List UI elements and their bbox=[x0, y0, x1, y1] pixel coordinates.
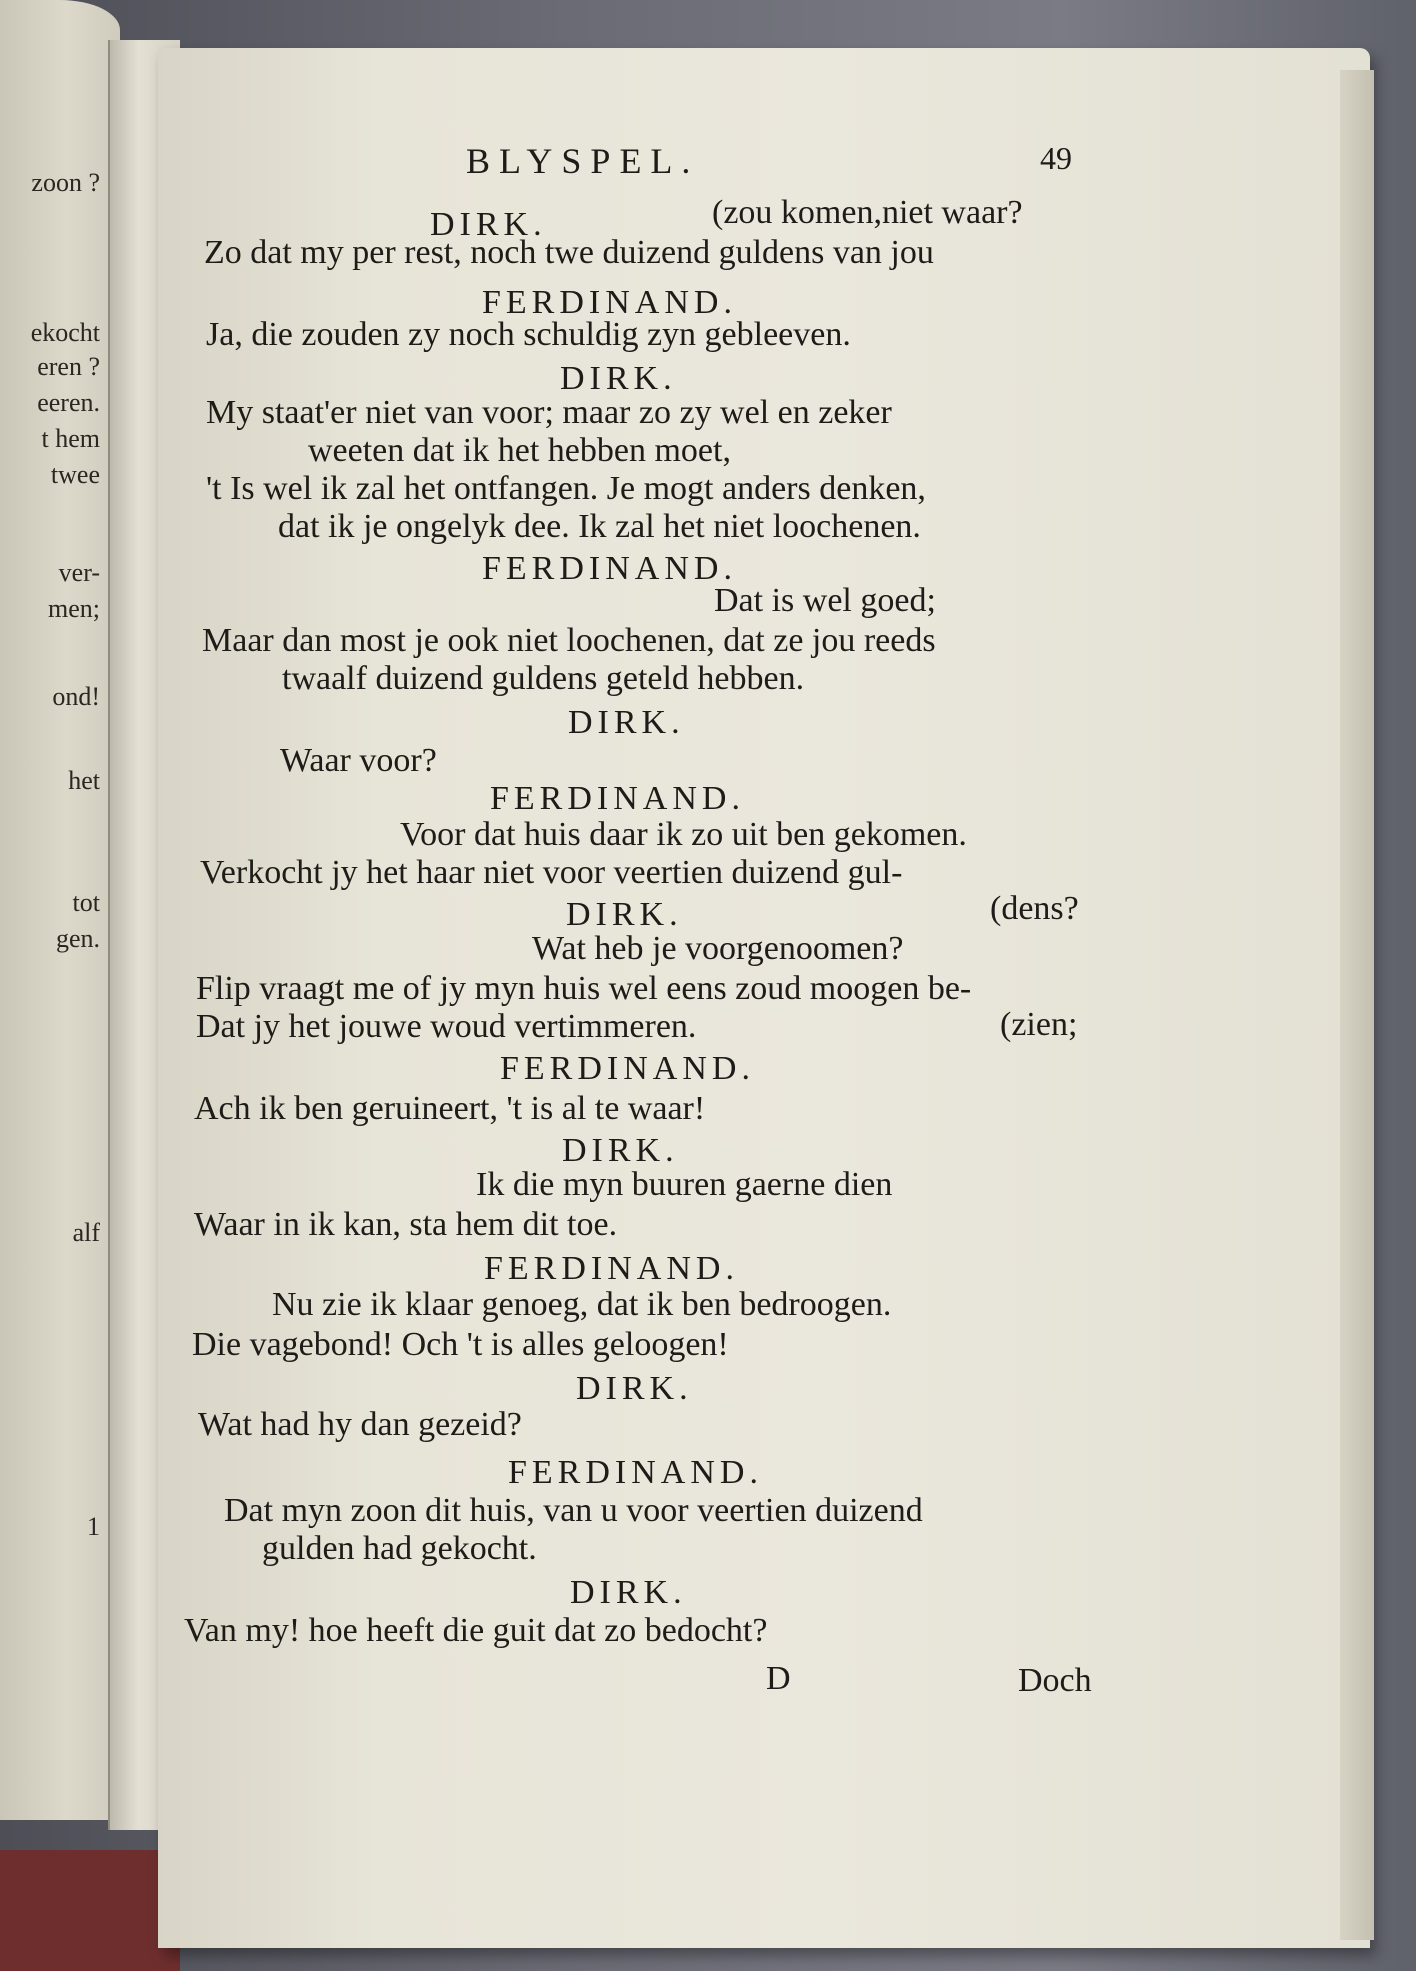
left-page-fragment: het bbox=[68, 766, 100, 795]
text-line: gulden had gekocht. bbox=[262, 1530, 537, 1567]
text-line: Ja, die zouden zy noch schuldig zyn gebleeven. bbox=[206, 316, 851, 353]
left-page-fragment: alf bbox=[72, 1218, 100, 1247]
running-head: BLYSPEL. bbox=[466, 141, 700, 181]
text-line: Die vagebond! Och 't is alles geloogen! bbox=[192, 1326, 729, 1363]
speaker-label: DIRK. bbox=[566, 896, 683, 933]
text-line: Dat myn zoon dit huis, van u voor veertien duizend bbox=[224, 1492, 923, 1529]
speaker-label: FERDINAND. bbox=[484, 1250, 739, 1287]
catchword: Doch bbox=[1018, 1662, 1092, 1699]
speaker-label: FERDINAND. bbox=[490, 780, 745, 817]
text-line: My staat'er niet van voor; maar zo zy wel en zeker bbox=[206, 394, 892, 431]
speaker-label: FERDINAND. bbox=[482, 284, 737, 321]
text-line: Zo dat my per rest, noch twe duizend guldens van jou bbox=[204, 234, 934, 271]
speaker-label: FERDINAND. bbox=[482, 550, 737, 587]
left-page-fragment: twee bbox=[50, 460, 100, 489]
text-line: Voor dat huis daar ik zo uit ben gekomen. bbox=[400, 816, 967, 853]
left-page-fragment: zoon ? bbox=[31, 168, 100, 197]
speaker-label: DIRK. bbox=[576, 1370, 693, 1407]
page-edge bbox=[1340, 70, 1374, 1940]
left-page-fragment: gen. bbox=[55, 924, 100, 953]
background-cloth bbox=[0, 1850, 180, 1971]
left-page-fragment: men; bbox=[48, 594, 100, 623]
left-page-fragment: ekocht bbox=[30, 318, 100, 347]
text-line: Waar voor? bbox=[280, 742, 437, 779]
left-page-fragment: eren ? bbox=[37, 352, 100, 381]
left-page-fragment: ver- bbox=[58, 558, 100, 587]
text-line: Nu zie ik klaar genoeg, dat ik ben bedroogen. bbox=[272, 1286, 892, 1323]
left-page-fragment: ond! bbox=[52, 682, 100, 711]
text-line: Wat had hy dan gezeid? bbox=[198, 1406, 522, 1443]
text-line: Verkocht jy het haar niet voor veertien duizend gul- bbox=[200, 854, 903, 891]
left-page-fragment: eeren. bbox=[37, 388, 100, 417]
text-line: Van my! hoe heeft die guit dat zo bedocht? bbox=[184, 1612, 768, 1649]
speaker-label: FERDINAND. bbox=[508, 1454, 763, 1491]
speaker-label: DIRK. bbox=[562, 1132, 679, 1169]
left-page-fragment: 1 bbox=[87, 1512, 100, 1541]
text-line: Ik die myn buuren gaerne dien bbox=[476, 1166, 893, 1203]
text-line: Wat heb je voorgenoomen? bbox=[532, 930, 904, 967]
speaker-label: DIRK. bbox=[570, 1574, 687, 1611]
left-page-fragment: tot bbox=[72, 888, 100, 917]
page-number: 49 bbox=[1040, 140, 1072, 176]
text-line: weeten dat ik het hebben moet, bbox=[308, 432, 731, 469]
text-line: twaalf duizend guldens geteld hebben. bbox=[282, 660, 805, 697]
text-line: Maar dan most je ook niet loochenen, dat ze jou reeds bbox=[202, 622, 936, 659]
speaker-label: FERDINAND. bbox=[500, 1050, 755, 1087]
text-line: (zien; bbox=[1000, 1006, 1078, 1043]
signature-mark: D bbox=[766, 1660, 791, 1697]
text-line: dat ik je ongelyk dee. Ik zal het niet loochenen. bbox=[278, 508, 921, 545]
text-line: Ach ik ben geruineert, 't is al te waar! bbox=[194, 1090, 706, 1127]
left-page bbox=[0, 0, 120, 1820]
text-line: (dens? bbox=[990, 890, 1079, 927]
text-line: Flip vraagt me of jy myn huis wel eens zoud moogen be- bbox=[196, 970, 972, 1007]
text-line: Dat jy het jouwe woud vertimmeren. bbox=[196, 1008, 697, 1045]
text-line: 't Is wel ik zal het ontfangen. Je mogt anders denken, bbox=[206, 470, 926, 507]
text-line: Waar in ik kan, sta hem dit toe. bbox=[194, 1206, 618, 1243]
speaker-label: DIRK. bbox=[568, 704, 685, 741]
speaker-label: DIRK. bbox=[430, 206, 547, 243]
text-line: Dat is wel goed; bbox=[714, 582, 936, 619]
speaker-label: DIRK. bbox=[560, 360, 677, 397]
left-page-fragment: t hem bbox=[41, 424, 100, 453]
text-line: (zou komen,niet waar? bbox=[712, 194, 1023, 231]
